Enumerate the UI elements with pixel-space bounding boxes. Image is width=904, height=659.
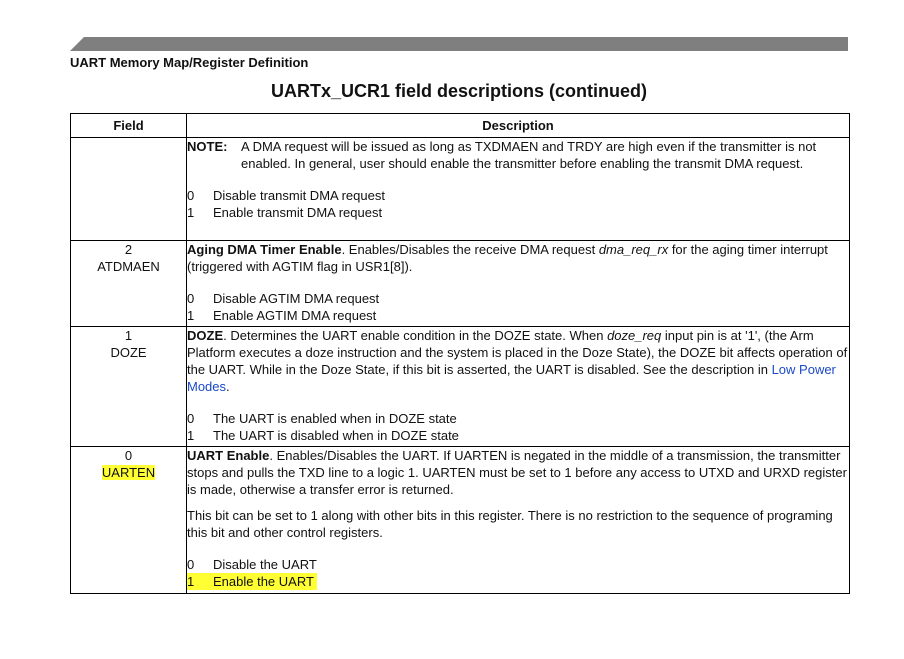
field-cell [71, 327, 187, 447]
value-row: 1 The UART is disabled when in DOZE state [187, 428, 459, 443]
description-cell [187, 447, 850, 594]
table-row [71, 138, 850, 241]
column-header-field: Field [71, 114, 187, 138]
description-text: DOZE. Determines the UART enable condition in the DOZE state. When doze_req input pin is at '1', (the Arm Platform executes a doze instruction and the system is placed in the Doze State), the DOZE bit affects operation of the UART. While in the Doze State, if this bit is asserted, the UART is disabled. See the description in Low Power Modes. [187, 328, 848, 394]
value-row: 1 Enable transmit DMA request [187, 205, 383, 220]
value-row: 0 The UART is enabled when in DOZE state [187, 411, 457, 426]
note-label: NOTE: [187, 139, 228, 154]
table-header-row [71, 114, 850, 138]
description-text: UART Enable. Enables/Disables the UART. If UARTEN is negated in the middle of a transmission, the transmitter stops and pulls the TXD line to a logic 1. UARTEN must be set to 1 before any access to UTXD and URXD register is made, otherwise a transfer error is returned. [187, 448, 847, 497]
table-row [71, 241, 850, 327]
section-title: UART Memory Map/Register Definition [70, 55, 309, 70]
field-bit: 1 [124, 328, 133, 343]
value-row: 0 Disable AGTIM DMA request [187, 291, 380, 306]
note-text: A DMA request will be issued as long as TXDMAEN and TRDY are high even if the transmitter is not enabled. In general, user should enable the transmitter before enabling the transmit DMA request. [241, 139, 817, 171]
description-cell [187, 138, 850, 241]
table-row [71, 447, 850, 594]
value-row-highlighted: 1 Enable the UART [187, 573, 849, 590]
field-cell [71, 447, 187, 594]
note-block [187, 138, 849, 172]
value-row: 0 Disable transmit DMA request [187, 188, 385, 203]
field-name: ATDMAEN [97, 259, 160, 274]
description-cell [187, 327, 850, 447]
field-name: DOZE [110, 345, 147, 360]
description-paragraph: This bit can be set to 1 along with other bits in this register. There is no restriction to the sequence of programing this bit and other control registers. [187, 508, 833, 540]
column-header-description: Description [187, 114, 850, 138]
field-name-highlighted: UARTEN [101, 465, 156, 480]
low-power-modes-link[interactable]: Low Power Modes [187, 362, 836, 394]
field-descriptions-table [70, 113, 850, 594]
field-bit: 2 [124, 242, 133, 257]
description-text: Aging DMA Timer Enable. Enables/Disables the receive DMA request dma_req_rx for the aging timer interrupt (triggered with AGTIM flag in USR1[8]). [187, 242, 828, 274]
field-cell [71, 138, 187, 241]
value-row: 1 Enable AGTIM DMA request [187, 308, 377, 323]
field-bit: 0 [124, 448, 133, 463]
header-band [70, 37, 848, 51]
field-cell [71, 241, 187, 327]
description-cell [187, 241, 850, 327]
value-row: 0 Disable the UART [187, 557, 317, 572]
table-title: UARTx_UCR1 field descriptions (continued) [270, 81, 648, 101]
table-row [71, 327, 850, 447]
